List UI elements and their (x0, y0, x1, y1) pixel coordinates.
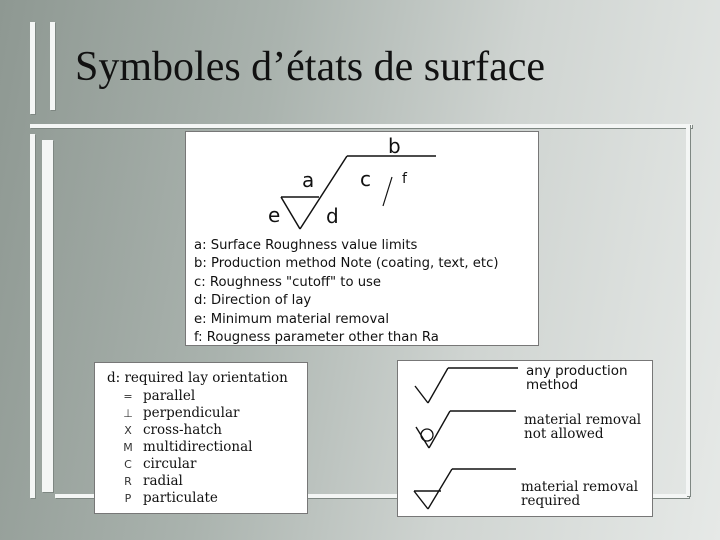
circle-roughness-symbol-icon (416, 411, 516, 448)
decor-horizontal-bar-top (30, 124, 692, 128)
legend-item-e: e: Minimum material removal (194, 311, 389, 327)
label-b: b (388, 134, 401, 158)
basic-roughness-symbol-icon (415, 368, 518, 403)
lay-code: C (124, 458, 132, 471)
lay-code: R (124, 475, 132, 488)
material-removal-not-allowed-text: material removal not allowed (524, 412, 642, 442)
lay-name: cross-hatch (143, 422, 222, 438)
decor-vertical-bar-top-inner (50, 22, 55, 110)
slide-title: Symboles d’états de surface (75, 44, 546, 90)
decor-vertical-bar-top (30, 22, 35, 114)
lay-name: perpendicular (143, 405, 240, 421)
legend-item-c: c: Roughness "cutoff" to use (194, 274, 382, 290)
decor-vertical-bar-left-inner (42, 140, 53, 492)
symbol-legend-list (194, 237, 498, 347)
lay-code: ⊥ (123, 407, 133, 420)
production-symbols-panel (397, 360, 653, 517)
label-f: f (402, 171, 407, 187)
bar-roughness-symbol-icon (414, 469, 516, 509)
symbol-diagram-panel (185, 131, 539, 346)
lay-name: radial (143, 473, 183, 489)
legend-item-b: b: Production method Note (coating, text, etc) (194, 256, 499, 272)
lay-name: circular (143, 456, 197, 472)
label-d: d (326, 204, 339, 228)
legend-item-a: a: Surface Roughness value limits (194, 238, 418, 253)
lay-name: parallel (143, 388, 196, 404)
label-e: e (268, 203, 281, 227)
decor-vertical-bar-left (30, 134, 35, 498)
legend-item-d: d: Direction of lay (194, 293, 312, 309)
lay-name: multidirectional (143, 439, 253, 455)
any-production-method-text: any production method (526, 363, 628, 393)
lay-orientation-title: d: required lay orientation (107, 370, 288, 386)
lay-orientation-panel (94, 362, 308, 514)
lay-code: M (123, 441, 133, 454)
legend-item-f: f: Rougness parameter other than Ra (194, 330, 439, 346)
lay-code: = (123, 390, 133, 403)
lay-name: particulate (143, 490, 218, 506)
material-removal-required-text: material removal required (521, 479, 639, 509)
lay-code: P (124, 492, 132, 505)
decor-vertical-bar-right (686, 124, 690, 496)
label-c: c (360, 167, 371, 191)
lay-code: X (124, 424, 132, 437)
label-a: a (302, 168, 315, 192)
